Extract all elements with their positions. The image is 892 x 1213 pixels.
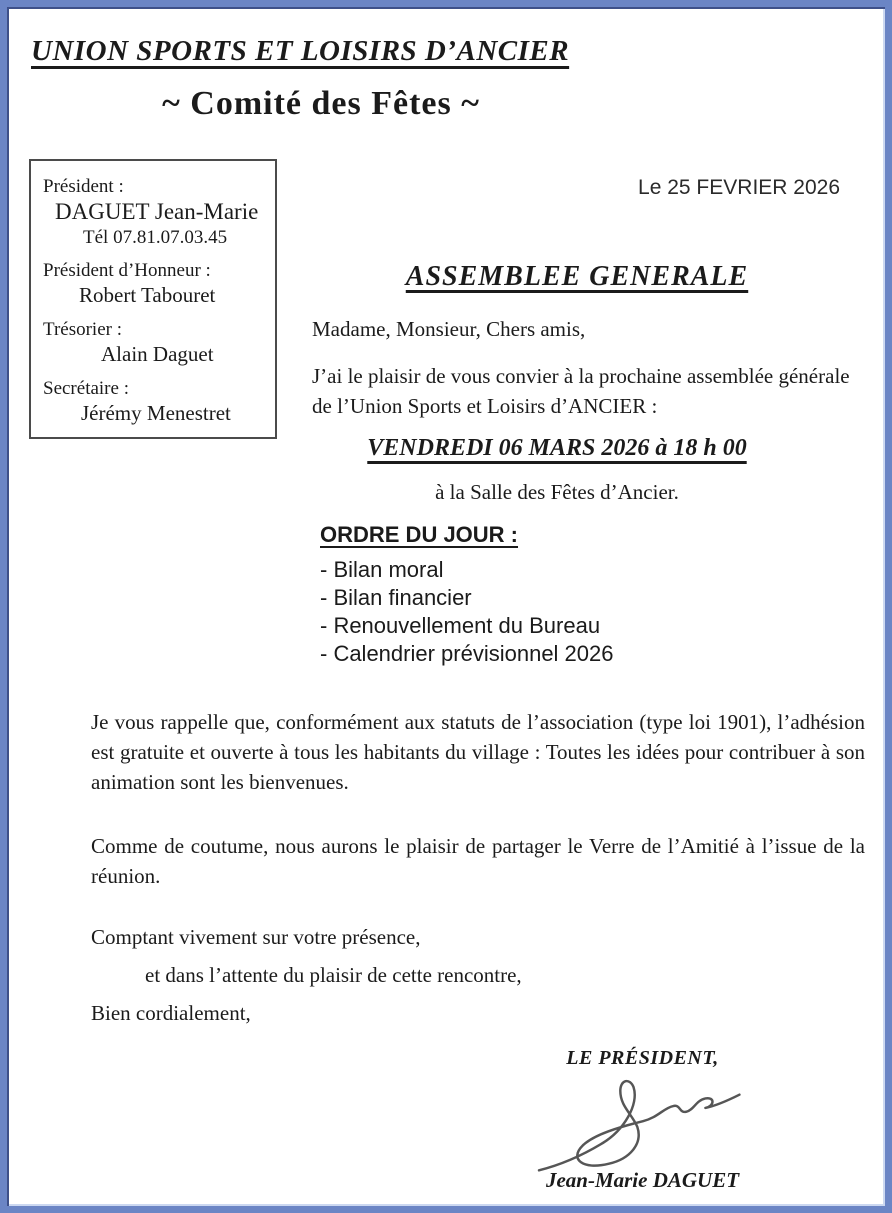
letter-title: ASSEMBLEE GENERALE xyxy=(405,261,749,292)
closing-section xyxy=(91,925,522,1039)
officer-name: DAGUET Jean-Marie xyxy=(55,199,259,224)
agenda-section xyxy=(320,522,614,668)
body-paragraph-2: Comme de coutume, nous aurons le plaisir de partager le Verre de l’Amitié à l’issue de la réunion. xyxy=(91,834,865,888)
officer-name: Alain Daguet xyxy=(101,342,214,366)
date-line: Le 25 FEVRIER 2026 xyxy=(638,176,840,199)
officer-secretary xyxy=(43,377,265,427)
signature-image xyxy=(527,1072,759,1176)
signature-role: LE PRÉSIDENT, xyxy=(566,1047,719,1069)
closing-line: Comptant vivement sur votre présence, xyxy=(91,925,421,949)
agenda-heading: ORDRE DU JOUR : xyxy=(320,522,519,547)
venue-line: à la Salle des Fêtes d’Ancier. xyxy=(435,480,679,504)
agenda-item: - Bilan financier xyxy=(320,585,472,610)
agenda-item: - Bilan moral xyxy=(320,557,444,582)
officer-label: Secrétaire : xyxy=(43,378,129,399)
officer-president xyxy=(43,175,265,250)
officer-name: Robert Tabouret xyxy=(79,283,216,307)
intro-paragraph: J’ai le plaisir de vous convier à la prochaine assemblée générale de l’Union Sports et Loisirs d’ANCIER : xyxy=(312,364,850,418)
closing-line: et dans l’attente du plaisir de cette rencontre, xyxy=(145,963,522,987)
page-subtitle: ~ Comité des Fêtes ~ xyxy=(162,85,480,122)
page-title: UNION SPORTS ET LOISIRS D’ANCIER xyxy=(31,35,570,67)
officers-box xyxy=(29,159,277,439)
body-paragraph-1: Je vous rappelle que, conformément aux statuts de l’association (type loi 1901), l’adhésion est gratuite et ouverte à tous les habitants du village : Toutes les idées pour contribuer à son animation sont les bienvenues. xyxy=(91,710,865,794)
officer-honorary-president xyxy=(43,259,265,309)
officer-label: Trésorier : xyxy=(43,319,122,340)
officer-phone: Tél 07.81.07.03.45 xyxy=(83,227,228,248)
salutation: Madame, Monsieur, Chers amis, xyxy=(312,317,586,341)
agenda-item: - Calendrier prévisionnel 2026 xyxy=(320,641,614,666)
closing-line: Bien cordialement, xyxy=(91,1001,251,1025)
officer-treasurer xyxy=(43,318,265,368)
signature-name: Jean-Marie DAGUET xyxy=(545,1168,740,1192)
officer-name: Jérémy Menestret xyxy=(81,401,231,425)
agenda-item: - Renouvellement du Bureau xyxy=(320,613,601,638)
signature-block xyxy=(500,1047,785,1193)
officer-label: Président d’Honneur : xyxy=(43,260,211,281)
officer-label: Président : xyxy=(43,176,124,197)
event-date-line: VENDREDI 06 MARS 2026 à 18 h 00 xyxy=(367,435,747,461)
